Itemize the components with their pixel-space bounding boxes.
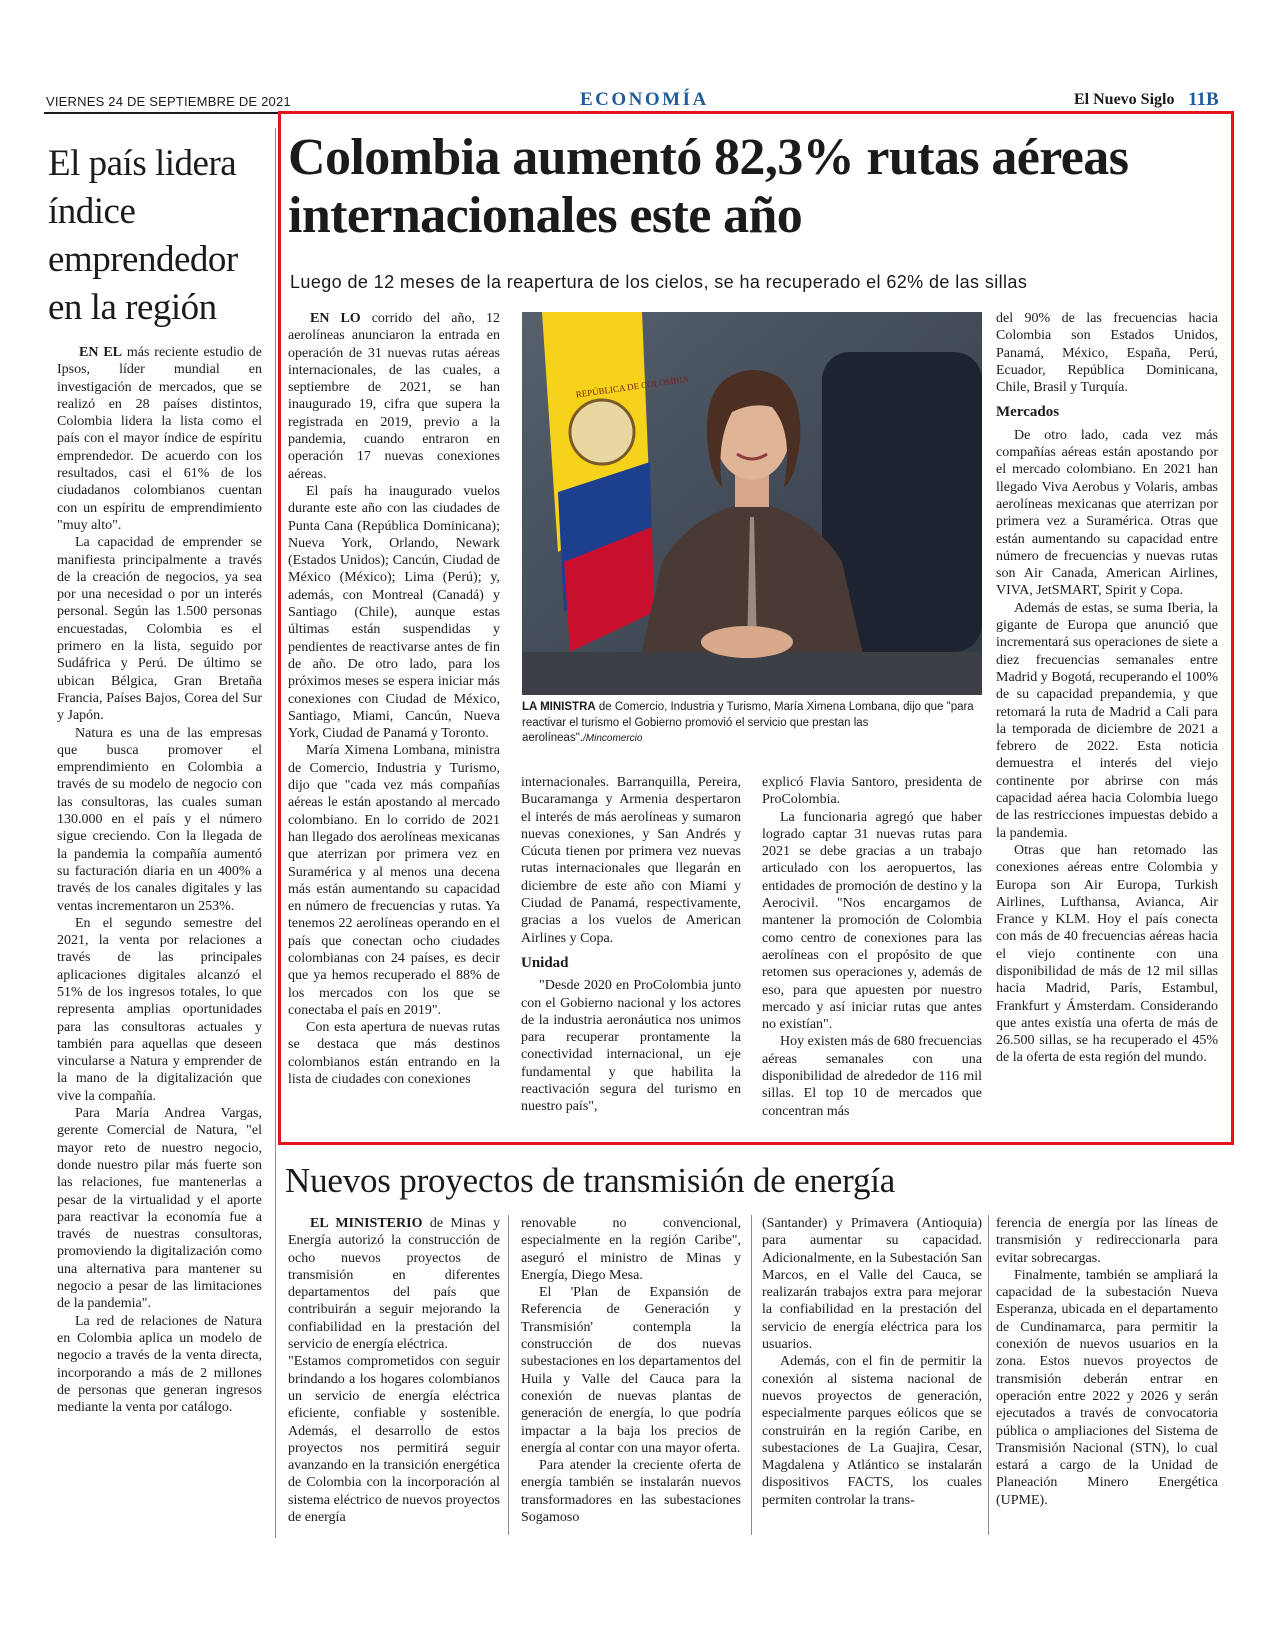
main-article-column-3 [762,774,982,1120]
energy-article-paragraph: (Santander) y Primavera (Antioquia) para aumentar su capacidad. Adicionalmente, en la Subestación San Marcos, en el Valle del Cauca, se realizarán trabajos extra para mejorar la confiabilidad en la prestación del servicio de energía eléctrica para los usuarios. [762,1216,982,1353]
main-article-paragraph: Hoy existen más de 680 frecuencias aéreas semanales con una disponibilidad de alrededor de 116 mil sillas. El top 10 de mercados que concentran más [762,1034,982,1119]
issue-date: VIERNES 24 DE SEPTIEMBRE DE 2021 [46,94,291,109]
column-divider [988,1215,989,1535]
energy-article-paragraph: Además, con el fin de permitir la conexión al sistema nacional de nuevos proyectos de generación, especialmente parques eólicos que se construirán en la región Caribe, en subestaciones de La Guajira, Cesar, Magdalena y Atlántico se instalarán dispositivos FACTS, los cuales permiten controlar la trans- [762,1354,982,1508]
caption-kicker: LA MINISTRA [522,701,596,713]
main-article-subtitle: Luego de 12 meses de la reapertura de los cielos, se ha recuperado el 62% de las sillas [290,272,1028,292]
main-article-paragraph [288,310,500,483]
left-article-paragraph [57,344,262,534]
energy-article-paragraph [288,1215,500,1353]
energy-article-paragraph: Para atender la creciente oferta de energía también se instalarán nuevos transformadores en las subestaciones Sogamoso [521,1458,741,1526]
main-article-column-1 [288,310,500,1088]
photo-credit: /Mincomercio [582,733,643,744]
main-article-paragraph: De otro lado, cada vez más compañías aéreas están apostando por el mercado colombiano. En 2021 han llegado Viva Aerobus y Volaris, ambas aerolíneas mexicanas que aterrizan por primera vez a Suramérica. Otras que están aumentando su capacidad entre número de frecuencias y nuevas rutas son Air Canada, American Airlines, VIVA, JetSMART, Spirit y Copa. [996,427,1218,599]
left-article-paragraph: Natura es una de las empresas que busca promover el emprendimiento en Colombia a través de su modelo de negocio con las consultoras, las cuales suman 130.000 en el país y el número sigue creciendo. Con la llegada de la pandemia la compañía aumentó su facturación diaria en un 400% a través de los canales digitales y las ventas incrementaron un 253%. [57,725,262,914]
energy-article-text: de Minas y Energía autorizó la construcción de ocho nuevos proyectos de transmisión en diferentes departamentos del país que contribuirán a seguir mejorando la confiabilidad en la prestación del servicio de energía eléctrica. [288,1216,500,1353]
energy-article-column-2 [521,1215,741,1526]
energy-article-paragraph: ferencia de energía por las líneas de transmisión y redireccionarla para evitar sobrecargas. [996,1216,1218,1266]
main-article-paragraph: "Desde 2020 en ProColombia junto con el Gobierno nacional y los actores de la industria aeronáutica nos unimos para recuperar prontamente la conectividad internacional, un eje fundamental y que habilita la reactivación segura del turismo en nuestro país", [521,978,741,1115]
flag-text: REPÚBLICA DE COLOMBIA [575,373,690,400]
main-article-text: corrido del año, 12 aerolíneas anunciaron la entrada en operación de 31 nuevas rutas aéreas internacionales, de las cuales, a septiembre de 2021, se han inaugurado 19, cifra que supera la registrada en 2019, previo a la pandemia, cuando entraron en operación 17 nuevas conexiones aéreas. [288,311,501,482]
photo-caption [522,700,982,747]
newspaper-name: El Nuevo Siglo [1074,91,1175,108]
energy-article-paragraph: renovable no convencional, especialmente en la región Caribe", aseguró el ministro de Minas y Energía, Diego Mesa. [521,1216,741,1283]
main-article-paragraph: Otras que han retomado las conexiones aéreas entre Colombia y Europa son Air Europa, Turkish Airlines, Lufthansa, Avianca, Air France y KLM. Hoy el país conecta con más de 40 frecuencias aéreas hacia el viejo continente con una disponibilidad de más de 12 mil sillas hacia Madrid, París, Estambul, Frankfurt y Ámsterdam. Considerando que antes existía una oferta de más de 26.500 sillas, se ha recuperado el 45% de la oferta de esta región del mundo. [996,842,1218,1066]
main-article-paragraph: La funcionaria agregó que haber logrado captar 31 nuevas rutas para 2021 se debe gracias a un trabajo articulado con los aeropuertos, las entidades de promoción de destino y la Aerocivil. "Nos encargamos de mantener la promoción de Colombia como centro de conexiones para las aerolíneas con el propósito de que retomen sus operaciones y, además de eso, para que apuesten por nuestro mercado y así iniciar rutas que antes no existían". [762,809,982,1033]
energy-article-column-1 [288,1215,500,1526]
column-divider [508,1215,509,1535]
column-divider [751,1215,752,1535]
section-name: ECONOMÍA [580,89,709,110]
energy-article-title: Nuevos proyectos de transmisión de energía [285,1161,896,1200]
main-article-paragraph: María Ximena Lombana, ministra de Comercio, Industria y Turismo, dijo que "cada vez más compañías aéreas le están apostando al mercado colombiano. En lo corrido de 2021 han llegado dos aerolíneas mexicanas que aterrizan por primera vez en Suramérica y al menos una decena más están aumentando su capacidad en número de frecuencias y rutas. Ya tenemos 22 aerolíneas operando en el país que conectan ocho ciudades colombianas con 24 países, es decir que ya hemos recuperado el 88% de los mercados con los que se conectaba el país en 2019". [288,743,500,1018]
left-article-paragraph: Para María Andrea Vargas, gerente Comercial de Natura, "el mayor reto de nuestro negocio, donde nuestro pilar más fuerte son las relaciones, fue mantenerlas a pesar de la virtualidad y el aporte para reactivar la economía fue a través de nuestras consultoras, promoviendo la digitalización como una alternativa para mantener su negocio a pesar de las limitaciones de la pandemia". [57,1106,262,1312]
main-article-paragraph: El país ha inaugurado vuelos durante este año con las ciudades de Punta Cana (República Dominicana); Nueva York, Orlando, Newark (Estados Unidos); Cancún, Ciudad de México (México); Lima (Perú); y, además, con Montreal (Canadá) y Santiago (Chile), aunque estas últimas están suspendidas y pendientes de reactivarse antes de fin de año. De otro lado, para los próximos meses se espera iniciar más conexiones con Ciudad de México, Santiago, Miami, Cancún, Nueva York, Ciudad de Panamá y Toronto. [288,483,500,742]
left-article-kicker: EN EL [79,345,122,360]
main-article-column-2 [521,774,741,1116]
left-article-paragraph: En el segundo semestre del 2021, la venta por relaciones a través de las principales aplicaciones digitales alcanzó el 51% de los ingresos totales, lo que representa amplias oportunidades para las consultoras actuales y también para aquellas que deseen vincularse a Natura y emprender de la mano de la digitalización que vive la compañía. [57,915,262,1104]
column-divider [275,128,276,1538]
left-article-paragraph: La capacidad de emprender se manifiesta principalmente a través de la creación de negocios, ya sea por una necesidad o por un interés personal. Según las 1.500 personas encuestadas, Colombia es el primero en la lista, seguido por Sudáfrica y Perú. De último se ubican Bélgica, Gran Bretaña Francia, Países Bajos, Corea del Sur y Japón. [57,535,262,724]
minister-photo [522,312,982,695]
energy-article-paragraph: El 'Plan de Expansión de Referencia de Generación y Transmisión' contempla la construcción de dos nuevas subestaciones en los departamentos del Huila y Valle del Cauca para la conexión de nuevas plantas de generación de energía, lo que podría impactar a la baja los precios de energía al contar con una mayor oferta. [521,1285,741,1456]
left-article-title: El país lidera índice emprendedor en la región [48,143,238,328]
main-article-paragraph: del 90% de las frecuencias hacia Colombia son Estados Unidos, Panamá, México, España, Perú, Ecuador, República Dominicana, Chile, Brasil y Turquía. [996,311,1218,396]
energy-article-paragraph: "Estamos comprometidos con seguir brindando a los hogares colombianos un servicio de energía eléctrica eficiente, confiable y sostenible. Además, el desarrollo de estos proyectos nos permitirá seguir avanzando en la transición energética de Colombia con la incorporación al sistema eléctrico de nuevos proyectos de energía [288,1354,500,1526]
caption-text: de Comercio, Industria y Turismo, María Ximena Lombana, dijo que "para reactivar el turismo el Gobierno promovió el servicio que prestan las aerolíneas". [522,701,974,744]
main-article-paragraph: internacionales. Barranquilla, Pereira, Bucaramanga y Armenia despertaron el interés de más aerolíneas y sumaron nuevas conexiones, y San Andrés y Cúcuta tienen por primera vez nuevas rutas internacionales que llegarán en diciembre de este año con Miami y Ciudad de Panamá, respectivamente, gracias a los vuelos de American Airlines y Copa. [521,775,741,946]
energy-article-kicker: EL MINISTERIO [310,1216,423,1231]
main-article-paragraph: Además de estas, se suma Iberia, la gigante de Europa que anunció que incrementará sus operaciones de siete a diez frecuencias semanales entre Madrid y Bogotá, recuperando el 100% de su capacidad prepandemia, y que retomará la ruta de Madrid a Cali para la temporada de diciembre de 2021 a febrero de 2022. Esta noticia demuestra el interés del viejo continente por abrirse con más capacidad aérea hacia Colombia luego de las restricciones impuestas debido a la pandemia. [996,600,1218,841]
left-article-paragraph: La red de relaciones de Natura en Colombia aplica un modelo de negocio a través de la venta directa, incorporando a más de 2 millones de personas que generan ingresos mediante la venta por catálogo. [57,1313,262,1416]
energy-article-column-3 [762,1215,982,1509]
subhead-unidad: Unidad [521,954,569,971]
left-article-body [57,344,262,1416]
main-article-title: Colombia aumentó 82,3% rutas aéreas internacionales este año [288,129,1129,244]
page-number: 11B [1188,89,1219,110]
main-article-kicker: EN LO [310,311,361,326]
main-article-paragraph: explicó Flavia Santoro, presidenta de ProColombia. [762,775,982,808]
energy-article-paragraph: Finalmente, también se ampliará la capacidad de la subestación Nueva Esperanza, ubicada en el departamento de Cundinamarca, para permitir la conexión de nuevos usuarios en la zona. Estos nuevos proyectos de transmisión deberán entrar en operación entre 2022 y 2026 y serán ejecutados a través de convocatoria pública o ampliaciones del Sistema de Transmisión Nacional (STN), lo cual estará a cargo de la Unidad de Planeación Minero Energética (UPME). [996,1267,1218,1508]
left-article-text: más reciente estudio de Ipsos, líder mundial en investigación de mercados, que se realizó en 28 países distintos, Colombia lidera la lista como el país con el mayor índice de espíritu emprendedor. De acuerdo con los resultados, casi el 61% de los ciudadanos colombianos cuentan con un espíritu de emprendimiento "muy alto". [57,345,262,533]
subhead-mercados: Mercados [996,404,1060,421]
main-article-paragraph: Con esta apertura de nuevas rutas se destaca que más destinos colombianos están entrando en la lista de ciudades con conexiones [288,1020,500,1088]
energy-article-column-4 [996,1215,1218,1509]
main-article-column-4 [996,310,1218,1067]
